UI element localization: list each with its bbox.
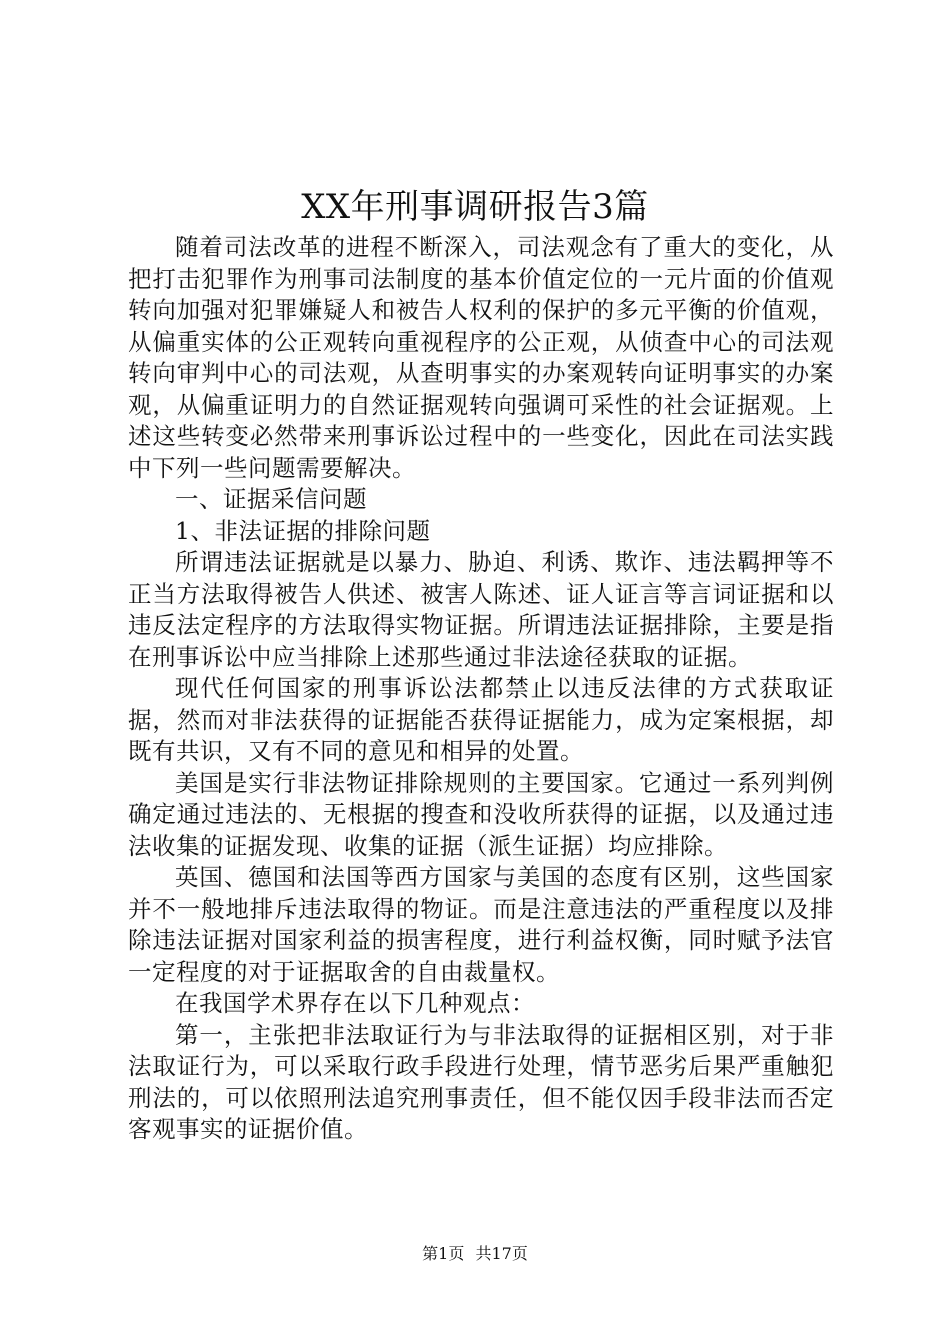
body-paragraph: 英国、德国和法国等西方国家与美国的态度有区别，这些国家并不一般地排斥违法取得的物证。而是注意违法的严重程度以及排除违法证据对国家利益的损害程度，进行利益权衡，同时赋予法官一定程度的对于证据取舍的自由裁量权。: [128, 863, 834, 986]
body-paragraph: 第一，主张把非法取证行为与非法取得的证据相区别，对于非法取证行为，可以采取行政手段进行处理，情节恶劣后果严重触犯刑法的，可以依照刑法追究刑事责任，但不能仅因手段非法而否定客观事实的证据价值。: [128, 1020, 834, 1143]
body-paragraph: 在我国学术界存在以下几种观点：: [175, 989, 535, 1017]
body-paragraph: 所谓违法证据就是以暴力、胁迫、利诱、欺诈、违法羁押等不正当方法取得被告人供述、被害人陈述、证人证言等言词证据和以违反法定程序的方法取得实物证据。所谓违法证据排除，主要是指在刑事诉讼中应当排除上述那些通过非法途径获取的证据。: [128, 548, 834, 671]
page-total: 共17页: [475, 1244, 528, 1263]
page-number: 第1页: [422, 1244, 465, 1263]
body-paragraph: 现代任何国家的刑事诉讼法都禁止以违反法律的方式获取证据，然而对非法获得的证据能否获得证据能力，成为定案根据，却既有共识，又有不同的意见和相异的处置。: [128, 674, 834, 765]
document-title: XX年刑事调研报告3篇: [301, 187, 649, 227]
section-heading: 一、证据采信问题: [175, 485, 367, 513]
subsection-heading: 1、非法证据的排除问题: [175, 516, 431, 545]
body-paragraph: 随着司法改革的进程不断深入，司法观念有了重大的变化，从把打击犯罪作为刑事司法制度的基本价值定位的一元片面的价值观转向加强对犯罪嫌疑人和被告人权利的保护的多元平衡的价值观，从偏重实体的公正观转向重视程序的公正观，从侦查中心的司法观转向审判中心的司法观，从查明事实的办案观转向证明事实的办案观，从偏重证明力的自然证据观转向强调可采性的社会证据观。上述这些转变必然带来刑事诉讼过程中的一些变化，因此在司法实践中下列一些问题需要解决。: [128, 233, 834, 482]
page-footer: [0, 1243, 950, 1265]
document-body: [128, 232, 834, 1146]
body-paragraph: 美国是实行非法物证排除规则的主要国家。它通过一系列判例确定通过违法的、无根据的搜查和没收所获得的证据，以及通过违法收集的证据发现、收集的证据（派生证据）均应排除。: [128, 768, 834, 860]
